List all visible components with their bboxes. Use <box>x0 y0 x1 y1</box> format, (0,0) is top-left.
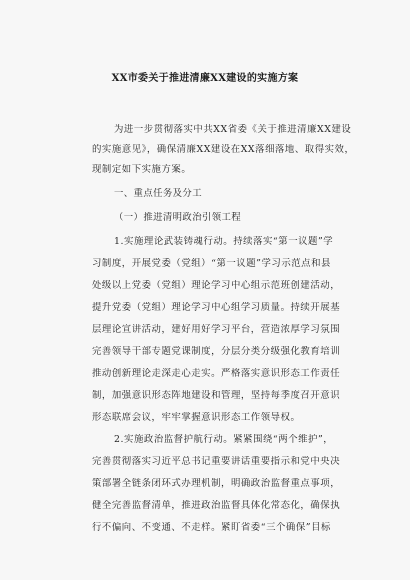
paragraph-line: 提升党委（党组）理论学习中心组学习质量。持续开展基 <box>92 302 341 313</box>
paragraph-line: 健全完善监督清单，推进政治监督具体化常态化，确保执 <box>92 500 341 511</box>
document-title: XX市委关于推进清廉XX建设的实施方案 <box>111 73 299 84</box>
subsection-heading: （一）推进清明政治引领工程 <box>114 212 242 223</box>
paragraph-line: 层理论宣讲活动，建好用好学习平台，营造浓厚学习氛围 <box>92 324 341 335</box>
paragraph-line: 的实施意见》，确保清廉XX建设在XX落细落地、取得实效， <box>92 144 355 155</box>
paragraph-line: 行不偏向、不变通、不走样。紧盯省委“三个确保”目标 <box>92 522 331 533</box>
paragraph-line: 1.实施理论武装铸魂行动。持续落实“第一议题”学 <box>114 236 334 247</box>
paragraph-line: 推动创新理论走深走心走实。严格落实意识形态工作责任 <box>92 368 341 379</box>
paragraph-line: 完善领导干部专题党课制度，分层分类分级强化教育培训 <box>92 346 341 357</box>
paragraph-line: 制，加强意识形态阵地建设和管理，坚持每季度召开意识 <box>92 390 341 401</box>
paragraph-line: 策部署全链条闭环式办理机制，明确政治监督重点事项， <box>92 478 341 489</box>
paragraph-line: 完善贯彻落实习近平总书记重要讲话重要指示和党中央决 <box>92 456 341 467</box>
paragraph-line: 习制度，开展党委（党组）“第一议题”学习示范点和县 <box>92 258 331 269</box>
paragraph-line: 为进一步贯彻落实中共XX省委《关于推进清廉XX建设 <box>114 124 352 135</box>
section-heading: 一、重点任务及分工 <box>114 188 202 199</box>
paragraph-line: 处级以上党委（党组）理论学习中心组示范班创建活动， <box>92 280 341 291</box>
paragraph-line: 形态联席会议，牢牢掌握意识形态工作领导权。 <box>92 412 301 423</box>
paragraph-line: 现制定如下实施方案。 <box>92 164 192 175</box>
paragraph-line: 2.实施政治监督护航行动。紧紧围绕“两个维护”， <box>114 434 334 445</box>
